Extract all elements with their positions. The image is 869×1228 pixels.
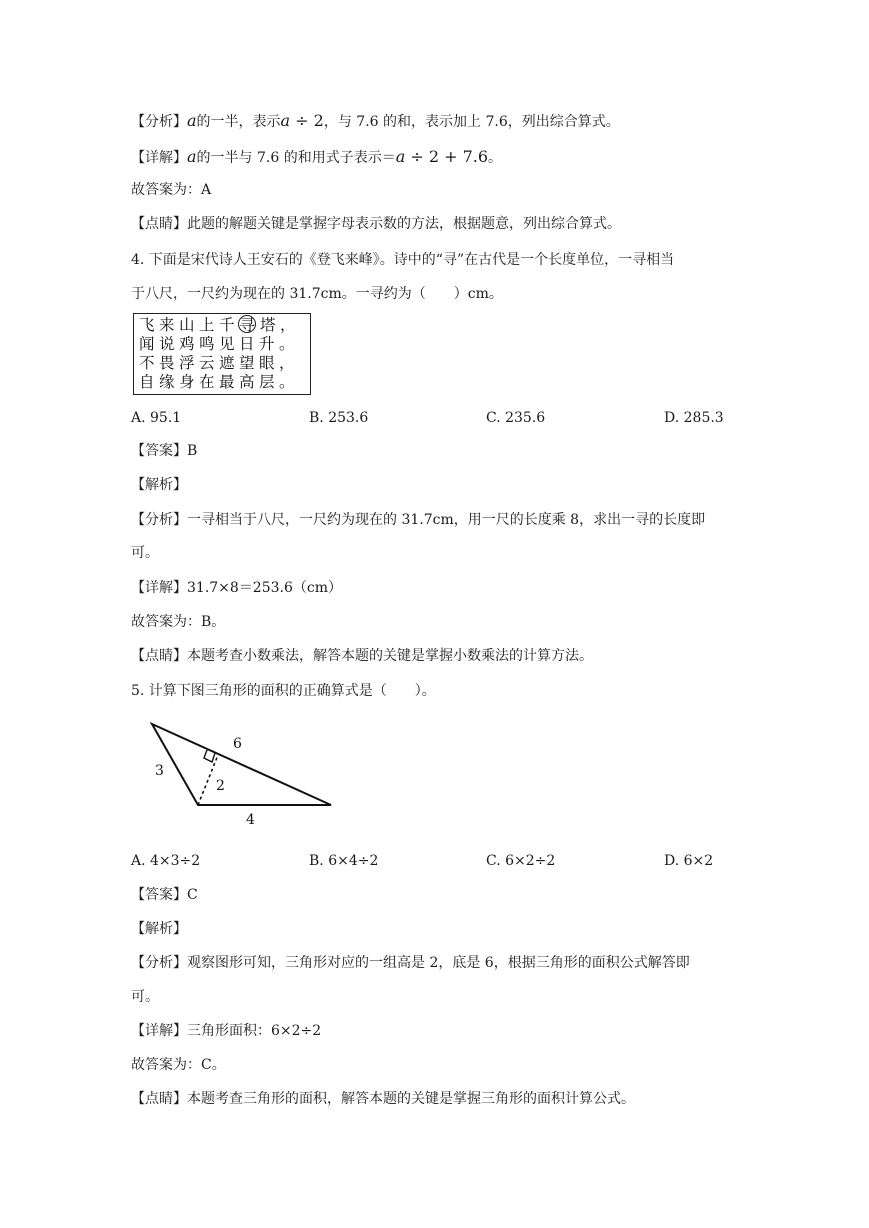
variable-a: a bbox=[187, 111, 197, 130]
tip-line-q4: 【点睛】本题考查小数乘法，解答本题的关键是掌握小数乘法的计算方法。 bbox=[131, 648, 593, 664]
label-side-6: 6 bbox=[233, 736, 242, 752]
question-4-line-1: 4. 下面是宋代诗人王安石的《登飞来峰》。诗中的“寻”在古代是一个长度单位，一寻相当 bbox=[131, 252, 675, 268]
answer-line-q4: 【答案】B bbox=[131, 443, 198, 459]
analysis-line-q5-1: 【分析】观察图形可知，三角形对应的一组高是 2，底是 6，根据三角形的面积公式解答即 bbox=[131, 955, 690, 971]
poem-row-1 bbox=[139, 316, 310, 335]
triangle-figure bbox=[145, 718, 345, 830]
q4-option-d: D. 285.3 bbox=[664, 410, 724, 426]
detail-line-q5: 【详解】三角形面积：6×2÷2 bbox=[131, 1023, 322, 1039]
q4-option-b: B. 253.6 bbox=[309, 410, 369, 426]
poem-row-2: 闻说鸡鸣见日升。 bbox=[139, 335, 300, 353]
label-height-2: 2 bbox=[216, 778, 225, 794]
detail-text: 。 bbox=[488, 150, 503, 166]
analysis-line-q5-2: 可。 bbox=[131, 989, 159, 1005]
analysis-label: 【分析】 bbox=[131, 114, 187, 130]
q5-option-b: B. 6×4÷2 bbox=[309, 853, 379, 869]
poem-text: 塔， bbox=[260, 316, 301, 334]
poem-box bbox=[133, 313, 311, 395]
detail-label: 【详解】 bbox=[131, 150, 187, 166]
expression-variable: a bbox=[395, 147, 406, 166]
q5-option-c: C. 6×2÷2 bbox=[486, 853, 556, 869]
solution-heading-q5: 【解析】 bbox=[131, 921, 187, 937]
analysis-line-q3 bbox=[131, 111, 620, 132]
detail-line-q4: 【详解】31.7×8＝253.6（cm） bbox=[131, 580, 343, 596]
answer-line-q3: 故答案为：A bbox=[131, 182, 212, 198]
q5-option-d: D. 6×2 bbox=[664, 853, 714, 869]
expression-variable: a bbox=[280, 111, 291, 130]
conclusion-line-q5: 故答案为：C。 bbox=[131, 1057, 226, 1073]
q4-option-c: C. 235.6 bbox=[486, 410, 546, 426]
conclusion-line-q4: 故答案为：B。 bbox=[131, 614, 226, 630]
label-base-4: 4 bbox=[246, 812, 255, 828]
expression: ÷ 2 + 7.6 bbox=[405, 147, 489, 166]
detail-line-q3 bbox=[131, 147, 502, 168]
analysis-text: 的一半，表示 bbox=[196, 114, 281, 130]
variable-a: a bbox=[187, 147, 197, 166]
analysis-line-q4-1: 【分析】一寻相当于八尺，一尺约为现在的 31.7cm，用一尺的长度乘 8，求出一寻的长度即 bbox=[131, 512, 706, 528]
question-5-line-1: 5. 计算下图三角形的面积的正确算式是（ ）。 bbox=[131, 683, 436, 699]
tip-line-q3: 【点睛】此题的解题关键是掌握字母表示数的方法，根据题意，列出综合算式。 bbox=[131, 216, 621, 232]
analysis-text: ，与 7.6 的和，表示加上 7.6，列出综合算式。 bbox=[323, 114, 620, 130]
question-4-line-2: 于八尺，一尺约为现在的 31.7cm。一寻约为（ ）cm。 bbox=[131, 286, 503, 302]
tip-line-q5: 【点睛】本题考查三角形的面积，解答本题的关键是掌握三角形的面积计算公式。 bbox=[131, 1091, 635, 1107]
analysis-line-q4-2: 可。 bbox=[131, 545, 159, 561]
solution-heading-q4: 【解析】 bbox=[131, 477, 187, 493]
expression: ÷ 2 bbox=[290, 111, 324, 130]
q4-option-a: A. 95.1 bbox=[131, 410, 182, 426]
poem-row-4: 自缘身在最高层。 bbox=[139, 373, 300, 391]
answer-line-q5: 【答案】C bbox=[131, 887, 198, 903]
q5-option-a: A. 4×3÷2 bbox=[131, 853, 201, 869]
poem-text: 飞来山上千 bbox=[139, 316, 240, 334]
height-line bbox=[198, 755, 218, 805]
detail-text: 的一半与 7.6 的和用式子表示＝ bbox=[196, 150, 396, 166]
circled-character: 寻 bbox=[239, 316, 255, 334]
label-side-3: 3 bbox=[155, 763, 164, 779]
poem-row-3: 不畏浮云遮望眼， bbox=[139, 354, 300, 372]
